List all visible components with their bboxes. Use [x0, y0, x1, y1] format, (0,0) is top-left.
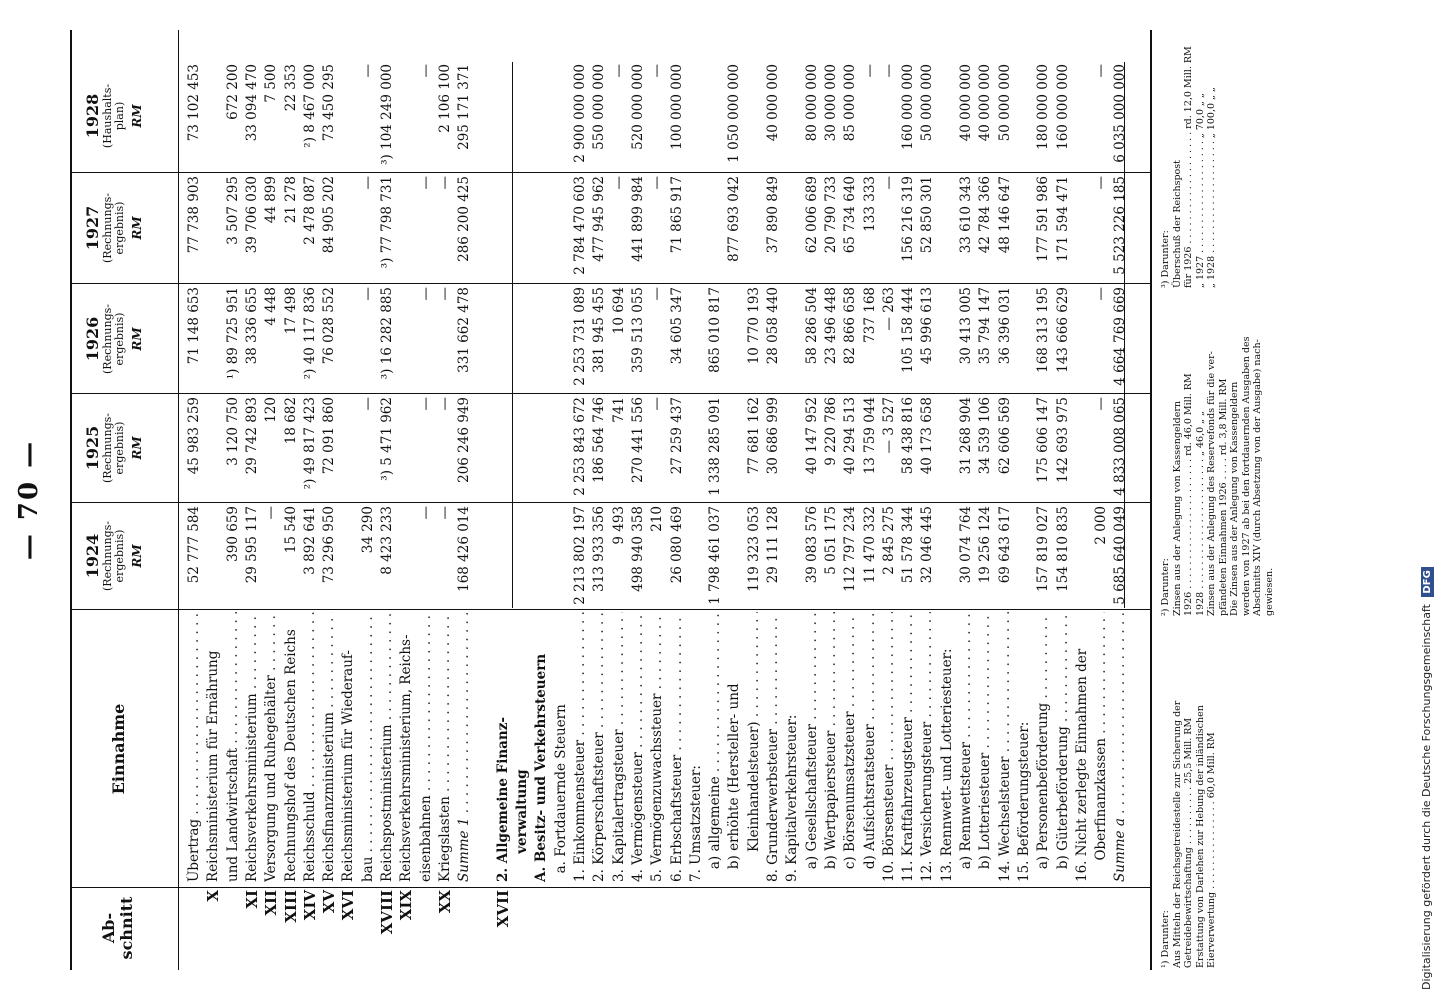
value-cell-1924: 2 000: [1093, 506, 1110, 545]
value-cell-1927: 77 738 903: [186, 176, 202, 254]
einnahme-cell: Summe a . . .: [1112, 612, 1129, 882]
table-row: [630, 0, 647, 1000]
value-cell-1926: — 263: [880, 287, 897, 331]
value-cell-1925: 34 539 106: [977, 397, 994, 475]
einnahme-cell: bau . . .: [360, 612, 377, 882]
table-row: [572, 0, 589, 1000]
einnahme-cell: 11. Kraftfahrzeugsteuer . . .: [900, 612, 917, 882]
value-cell-1927: 21 278: [282, 176, 299, 224]
einnahme-cell: a) Gesellschaftsteuer . . .: [804, 612, 821, 882]
einnahme-cell: Summe 1 . . .: [456, 612, 473, 882]
value-cell-1924: 8 423 233: [379, 506, 395, 575]
value-cell-1928: 73 102 453: [186, 64, 202, 142]
value-cell-1924: 29 595 117: [243, 506, 260, 584]
value-cell-1926: 23 496 448: [822, 287, 839, 365]
einnahme-cell: b) Wertpapiersteuer . . .: [823, 612, 840, 882]
value-cell-1928: 22 353: [282, 64, 299, 112]
header-bottom-rule: [178, 30, 179, 970]
table-row: [900, 0, 917, 1000]
table-row: [476, 0, 493, 1000]
header-abschnitt: Ab- schnitt: [99, 896, 136, 960]
value-cell-1924: 210: [649, 506, 666, 532]
value-cell-1924: —: [263, 506, 280, 520]
value-cell-1924: 51 578 344: [900, 506, 917, 584]
value-cell-1925: 3 120 750: [224, 397, 241, 466]
einnahme-cell: a. Fortdauernde Steuern: [552, 704, 569, 882]
einnahme-cell: a) Rennwettsteuer . . .: [958, 612, 975, 882]
table-row: [804, 0, 821, 1000]
value-cell-1926: —: [1093, 287, 1110, 301]
table-row: [726, 0, 743, 1000]
table-row: [977, 0, 994, 1000]
table-row: [919, 0, 936, 1000]
value-cell-1928: 2 106 100: [436, 64, 453, 133]
einnahme-cell: 14. Wechselsteuer . . .: [997, 612, 1014, 882]
value-cell-1926: —: [359, 287, 376, 301]
value-cell-1928: ²) 8 467 000: [301, 64, 318, 148]
value-cell-1927: 39 706 030: [243, 176, 260, 254]
value-cell-1924: 5 685 640 049: [1112, 506, 1129, 605]
value-cell-1924: 34 290: [359, 506, 376, 554]
value-cell-1927: 477 945 962: [591, 176, 608, 262]
abschnitt-cell: XIII: [281, 890, 300, 923]
value-cell-1927: 37 890 849: [765, 176, 781, 254]
table-row: [283, 0, 300, 1000]
abschnitt-cell: XVI: [339, 890, 358, 921]
value-cell-1925: 18 682: [282, 397, 299, 445]
table-row: [205, 0, 222, 1000]
table-row: [340, 0, 357, 1000]
value-cell-1926: 359 513 055: [629, 287, 646, 373]
table-row: [765, 0, 782, 1000]
value-cell-1925: 72 091 860: [321, 397, 338, 475]
table-row: [649, 0, 666, 1000]
value-cell-1924: 9 493: [610, 506, 627, 545]
value-cell-1925: 741: [610, 397, 627, 423]
einnahme-cell: verwaltung: [514, 769, 531, 882]
value-cell-1924: 157 819 027: [1035, 506, 1052, 592]
value-cell-1927: 33 610 343: [958, 176, 974, 254]
table-row: [398, 0, 415, 1000]
value-cell-1927: 156 216 319: [900, 176, 917, 262]
value-cell-1924: 3 892 641: [301, 506, 318, 575]
einnahme-cell: und Landwirtschaft . . .: [225, 612, 242, 882]
table-row: [784, 0, 801, 1000]
value-cell-1927: —: [436, 176, 453, 190]
value-cell-1925: 29 742 893: [243, 397, 260, 475]
einnahme-cell: c) Börsenumsatzsteuer . . .: [842, 612, 859, 882]
table-row: [997, 0, 1014, 1000]
value-cell-1926: 105 158 444: [900, 287, 917, 373]
value-cell-1926: 76 028 552: [321, 287, 338, 365]
einnahme-cell: b) Güterbeförderung . . .: [1055, 612, 1072, 882]
value-cell-1924: 19 256 124: [977, 506, 994, 584]
value-cell-1927: 877 693 042: [726, 176, 743, 262]
value-cell-1927: —: [649, 176, 666, 190]
value-cell-1928: 30 000 000: [822, 64, 839, 142]
value-cell-1927: 84 905 202: [321, 176, 338, 254]
einnahme-cell: eisenbahnen . . .: [418, 612, 435, 882]
value-cell-1924: 39 083 576: [803, 506, 820, 584]
value-cell-1927: 2 478 087: [301, 176, 318, 245]
value-cell-1928: 40 000 000: [977, 64, 994, 142]
value-cell-1924: —: [436, 506, 453, 520]
value-cell-1925: ³) 5 471 962: [379, 397, 395, 481]
value-cell-1928: —: [1093, 64, 1110, 78]
abschnitt-cell: X: [204, 890, 223, 902]
value-cell-1926: 143 666 629: [1054, 287, 1071, 373]
value-cell-1925: — 3 527: [880, 397, 897, 454]
footnote-3: ³) Darunter: Überschuß der Reichspost für 1926 . . . . . . . . . . . . . . . . . . . rd. 12,0 Mill. RM „ 1927 . . . . . . . . . . . . . . . . . . . „ 70,0 „ „ „ 1928 . . . . . . . . . . . . . . . . . . . „ 100,0 „ „: [1160, 46, 1217, 288]
value-cell-1926: ²) 40 117 836: [301, 287, 318, 380]
value-cell-1928: 160 000 000: [900, 64, 917, 150]
header-1925: 1925 (Rechnungs- ergebnis) RM: [83, 413, 144, 483]
table-row: [823, 0, 840, 1000]
einnahme-cell: 2. Allgemeine Finanz-: [494, 716, 511, 882]
value-cell-1926: 28 058 440: [765, 287, 781, 365]
table-row: [302, 0, 319, 1000]
value-cell-1928: 100 000 000: [668, 64, 685, 150]
value-cell-1928: —: [359, 64, 376, 78]
value-cell-1924: 498 940 358: [629, 506, 646, 592]
value-cell-1928: 160 000 000: [1054, 64, 1071, 150]
value-cell-1925: 40 173 658: [919, 397, 936, 475]
value-cell-1928: —: [861, 64, 878, 78]
value-cell-1926: 71 148 653: [186, 287, 202, 365]
value-cell-1927: 3 507 295: [224, 176, 241, 245]
einnahme-cell: b) erhöhte (Hersteller- und: [726, 683, 743, 882]
value-cell-1926: 168 313 195: [1035, 287, 1052, 373]
value-cell-1928: 85 000 000: [842, 64, 859, 142]
value-cell-1924: 15 540: [282, 506, 299, 554]
value-cell-1926: 4 448: [263, 287, 280, 326]
abschnitt-cell: XV: [320, 890, 339, 914]
value-cell-1926: 17 498: [282, 287, 299, 335]
value-cell-1925: —: [436, 397, 453, 411]
table-row: [514, 0, 531, 1000]
value-cell-1924: 154 810 835: [1054, 506, 1071, 592]
einnahme-cell: Oberfinanzkassen . . .: [1093, 612, 1110, 882]
einnahme-cell: Reichsverkehrsministerium, Reichs-: [398, 634, 415, 882]
value-cell-1926: —: [649, 287, 666, 301]
value-cell-1928: —: [649, 64, 666, 78]
abschnitt-cell: XVIII: [378, 890, 396, 935]
abschnitt-cell: XII: [262, 890, 281, 916]
einnahme-cell: Reichsschuld . . .: [302, 612, 319, 882]
value-cell-1927: 20 790 733: [822, 176, 839, 254]
einnahme-cell: 13. Rennwett- und Lotteriesteuer:: [938, 648, 955, 882]
value-cell-1925: 4 833 008 065: [1112, 397, 1129, 496]
table-row: [437, 0, 454, 1000]
value-cell-1925: —: [359, 397, 376, 411]
einnahme-cell: Versorgung und Ruhegehälter . . .: [263, 612, 280, 882]
header-einnahme: Einnahme: [109, 703, 128, 795]
value-cell-1928: —: [417, 64, 434, 78]
value-cell-1924: —: [417, 506, 434, 520]
value-cell-1924: 73 296 950: [321, 506, 338, 584]
table-row: [225, 0, 242, 1000]
abschnitt-cell: XIV: [300, 890, 319, 921]
value-cell-1924: 1 798 461 037: [707, 506, 724, 605]
table-row: [862, 0, 879, 1000]
value-cell-1925: ²) 49 817 423: [301, 397, 318, 490]
value-cell-1924: 52 777 584: [186, 506, 202, 584]
value-cell-1928: 50 000 000: [919, 64, 936, 142]
einnahme-cell: a) allgemeine . . .: [707, 612, 724, 882]
einnahme-cell: a) Personenbeförderung . . .: [1035, 612, 1052, 882]
value-cell-1925: —: [1093, 397, 1110, 411]
header-1924: 1924 (Rechnungs- ergebnis) RM: [83, 521, 144, 591]
table-row: [553, 0, 570, 1000]
value-cell-1925: 40 294 513: [842, 397, 859, 475]
value-cell-1925: 77 681 162: [745, 397, 762, 475]
sum-row: [456, 0, 473, 1000]
value-cell-1927: ³) 77 798 731: [379, 176, 395, 269]
value-cell-1926: 4 664 769 669: [1112, 287, 1129, 386]
table-row: [418, 0, 435, 1000]
value-cell-1927: 2 784 470 603: [572, 176, 588, 275]
table-row: [842, 0, 859, 1000]
value-cell-1925: 206 246 949: [456, 397, 473, 483]
dfg-logo: DFG: [1421, 567, 1434, 596]
value-cell-1926: 2 253 731 089: [572, 287, 588, 386]
value-cell-1927: —: [610, 176, 627, 190]
table-bottom-rule: [1150, 30, 1152, 970]
value-cell-1926: 30 413 005: [958, 287, 974, 365]
value-cell-1925: 40 147 952: [803, 397, 820, 475]
value-cell-1926: 737 168: [861, 287, 878, 343]
value-cell-1928: 295 171 371: [456, 64, 473, 150]
value-cell-1924: 119 323 053: [745, 506, 762, 592]
einnahme-cell: 3. Kapitalertragsteuer . . .: [611, 612, 628, 882]
value-cell-1926: —: [436, 287, 453, 301]
value-cell-1927: 286 200 425: [456, 176, 473, 262]
value-cell-1924: 29 111 128: [765, 506, 781, 584]
value-cell-1926: 82 866 658: [842, 287, 859, 365]
table-row: [360, 0, 377, 1000]
value-cell-1927: 62 006 689: [803, 176, 820, 254]
table-row: [1035, 0, 1052, 1000]
value-cell-1926: 45 996 613: [919, 287, 936, 365]
value-cell-1925: 62 606 569: [996, 397, 1013, 475]
value-cell-1925: 31 268 904: [958, 397, 974, 475]
digitization-credit: [1420, 0, 1434, 990]
value-cell-1924: 168 426 014: [456, 506, 473, 592]
einnahme-cell: 2. Körperschaftsteuer . . .: [591, 612, 608, 882]
einnahme-cell: Kleinhandelsteuer) . . .: [746, 612, 763, 882]
value-cell-1928: 80 000 000: [803, 64, 820, 142]
value-cell-1927: —: [880, 176, 897, 190]
einnahme-cell: Reichsministerium für Wiederauf-: [340, 650, 357, 882]
table-row: [186, 0, 203, 1000]
value-cell-1927: 5 523 226 185: [1112, 176, 1129, 275]
table-row: [958, 0, 975, 1000]
value-cell-1925: —: [649, 397, 666, 411]
value-cell-1925: 1 338 285 091: [707, 397, 724, 496]
einnahme-cell: 8. Grunderwerbsteuer . . .: [765, 612, 782, 882]
value-cell-1925: 13 759 044: [861, 397, 878, 475]
value-cell-1925: 30 686 999: [765, 397, 781, 475]
value-cell-1927: —: [1093, 176, 1110, 190]
page-number: —70—: [14, 439, 44, 561]
value-cell-1925: —: [417, 397, 434, 411]
header-1928: 1928 (Haushalts- plan) RM: [83, 83, 144, 149]
table-top-rule: [70, 30, 72, 970]
value-cell-1927: 52 850 301: [919, 176, 936, 254]
einnahme-cell: 12. Versicherungsteuer . . .: [919, 612, 936, 882]
value-cell-1925: 270 441 556: [629, 397, 646, 483]
value-cell-1927: 65 734 640: [842, 176, 859, 254]
value-cell-1926: 331 662 478: [456, 287, 473, 373]
value-cell-1926: 865 010 817: [707, 287, 724, 373]
value-cell-1926: 34 605 347: [668, 287, 685, 365]
einnahme-cell: Rechnungshof des Deutschen Reichs: [282, 629, 299, 882]
table-row: [495, 0, 512, 1000]
value-cell-1925: 175 606 147: [1035, 397, 1052, 483]
value-cell-1926: 38 336 655: [243, 287, 260, 365]
einnahme-cell: 9. Kapitalverkehrsteuer:: [784, 714, 801, 882]
abschnitt-cell: XI: [242, 890, 261, 909]
einnahme-cell: 10. Börsensteuer . . .: [881, 612, 898, 882]
value-cell-1928: 33 094 470: [243, 64, 260, 142]
value-cell-1927: 44 899: [263, 176, 280, 224]
value-cell-1928: 73 450 295: [321, 64, 338, 142]
einnahme-cell: 6. Erbschaftsteuer . . .: [669, 612, 686, 882]
value-cell-1927: 171 594 471: [1054, 176, 1071, 262]
value-cell-1927: 133 333: [861, 176, 878, 232]
header-1926: 1926 (Rechnungs- ergebnis) RM: [83, 304, 144, 374]
value-cell-1926: 381 945 455: [591, 287, 608, 373]
value-cell-1926: ³) 16 282 885: [379, 287, 395, 380]
value-cell-1926: 10 770 193: [745, 287, 762, 365]
value-cell-1924: 390 659: [224, 506, 241, 562]
value-cell-1924: 112 797 234: [842, 506, 859, 592]
table-row: [533, 0, 550, 1000]
value-cell-1928: 40 000 000: [958, 64, 974, 142]
table-row: [939, 0, 956, 1000]
value-cell-1924: 11 470 332: [861, 506, 878, 584]
value-cell-1926: —: [417, 287, 434, 301]
value-cell-1928: —: [880, 64, 897, 78]
value-cell-1926: 36 396 031: [996, 287, 1013, 365]
einnahme-cell: d) Aufsichtsratsteuer . . .: [862, 612, 879, 882]
table-row: [611, 0, 628, 1000]
einnahme-cell: Reichsministerium für Ernährung: [205, 650, 222, 882]
value-cell-1924: 32 046 445: [919, 506, 936, 584]
einnahme-cell: Kriegslasten . . .: [437, 612, 454, 882]
value-cell-1928: 40 000 000: [765, 64, 781, 142]
value-cell-1925: 142 693 975: [1054, 397, 1071, 483]
einnahme-cell: Übertrag . . .: [186, 612, 203, 882]
einnahme-cell: 7. Umsatzsteuer:: [687, 765, 704, 882]
value-cell-1924: 5 051 175: [822, 506, 839, 575]
value-cell-1924: 30 074 764: [958, 506, 974, 584]
value-cell-1925: 27 259 437: [668, 397, 685, 475]
footnote-1: ¹) Darunter: Aus Mitteln der Reichsgetreidestelle zur Sicherung der Getreidebewirtschaftung . . . . . . . . . . 25,5 Mill. RM Erstattung von Darlehen zur Hebung der inländischen Eierverwertung . . . . . . . . . . . . . . . 60,0 Mill. RM: [1160, 700, 1217, 968]
value-cell-1928: 520 000 000: [629, 64, 646, 150]
table-row: [707, 0, 724, 1000]
value-cell-1924: 2 213 802 197: [572, 506, 588, 605]
table-row: [746, 0, 763, 1000]
table-row: [379, 0, 396, 1000]
einnahme-cell: 4. Vermögensteuer . . .: [630, 612, 647, 882]
value-cell-1927: 177 591 986: [1035, 176, 1052, 262]
value-cell-1928: 7 500: [263, 64, 280, 103]
value-cell-1927: —: [417, 176, 434, 190]
einnahme-cell: 1. Einkommensteuer . . .: [572, 612, 589, 882]
einnahme-cell: Reichsfinanzministerium . . .: [321, 612, 338, 882]
table-row: [688, 0, 705, 1000]
value-cell-1925: 2 253 843 672: [572, 397, 588, 496]
table-row: [591, 0, 608, 1000]
table-row: [321, 0, 338, 1000]
value-cell-1926: 58 286 504: [803, 287, 820, 365]
table-row: [1074, 0, 1091, 1000]
value-cell-1928: 1 050 000 000: [726, 64, 743, 163]
einnahme-cell: 15. Beförderungsteuer:: [1015, 721, 1032, 882]
value-cell-1925: 45 983 259: [186, 397, 202, 475]
value-cell-1928: —: [610, 64, 627, 78]
einnahme-cell: A. Besitz- und Verkehrsteuern: [533, 653, 550, 882]
sum-row: [1112, 0, 1129, 1000]
value-cell-1924: 2 845 275: [880, 506, 897, 575]
value-cell-1925: 186 564 746: [591, 397, 608, 483]
abschnitt-cell: XVII: [493, 890, 512, 928]
value-cell-1925: 120: [263, 397, 280, 423]
einnahme-cell: 16. Nicht zerlegte Einnahmen der: [1073, 648, 1090, 882]
abschnitt-cell: XX: [435, 890, 454, 914]
table-row: [244, 0, 261, 1000]
value-cell-1928: ³) 104 249 000: [379, 64, 395, 165]
abschnitt-cell: XIX: [397, 890, 416, 921]
table-row: [881, 0, 898, 1000]
table-row: [1055, 0, 1072, 1000]
value-cell-1926: 10 694: [610, 287, 627, 335]
einnahme-cell: Reichsverkehrsministerium . . .: [244, 612, 261, 882]
value-cell-1927: 71 865 917: [668, 176, 685, 254]
value-cell-1924: 26 080 469: [668, 506, 685, 584]
table-row: [1016, 0, 1033, 1000]
footnote-2: ²) Darunter: Zinsen aus der Anlegung von Kassengeldern 1926 . . . . . . . . . . . . . . . . . . . . . . rd. 46,0 Mill. RM 1928 . . . . . . . . . . . . . . . . . . . . . . „ 46,0 „ „ Zinsen aus der Anlegung des Reservefonds für die ver- pfändeten Einnahmen 1926 . . . . rd. 3,8 Mill. RM Die Zinsen aus der Anlegung von Kassengeldern werden von 1927 ab bei den fortdauernden Ausgaben des Abschnitts XIV (durch Absetzung von der Ausgabe) nach- gewiesen.: [1160, 336, 1275, 616]
table-row: [669, 0, 686, 1000]
value-cell-1927: 48 146 647: [996, 176, 1013, 254]
header-1927: 1927 (Rechnungs- ergebnis) RM: [83, 193, 144, 263]
value-cell-1927: 441 899 984: [629, 176, 646, 262]
value-cell-1924: 69 643 617: [996, 506, 1013, 584]
einnahme-cell: 5. Vermögenzuwachssteuer . . .: [649, 612, 666, 882]
einnahme-cell: Reichspostministerium . . .: [379, 612, 396, 882]
value-cell-1927: 42 784 366: [977, 176, 994, 254]
value-cell-1926: ¹) 89 725 951: [224, 287, 241, 380]
value-cell-1928: 550 000 000: [591, 64, 608, 150]
value-cell-1926: 35 794 147: [977, 287, 994, 365]
value-cell-1924: 313 933 356: [591, 506, 608, 592]
value-cell-1928: 2 900 000 000: [572, 64, 588, 163]
value-cell-1928: 672 200: [224, 64, 241, 120]
table-row: [263, 0, 280, 1000]
credit-text: Digitalisierung gefördert durch die Deutsche Forschungsgemeinschaft: [1420, 604, 1433, 990]
value-cell-1925: 58 438 816: [900, 397, 917, 475]
einnahme-cell: b) Lotteriesteuer . . .: [977, 612, 994, 882]
summe1-rule: [512, 62, 513, 608]
value-cell-1928: 50 000 000: [996, 64, 1013, 142]
value-cell-1927: —: [359, 176, 376, 190]
table-row: [1093, 0, 1110, 1000]
value-cell-1928: 180 000 000: [1035, 64, 1052, 150]
value-cell-1928: 6 035 000 000: [1112, 64, 1129, 163]
value-cell-1925: 9 220 786: [822, 397, 839, 466]
